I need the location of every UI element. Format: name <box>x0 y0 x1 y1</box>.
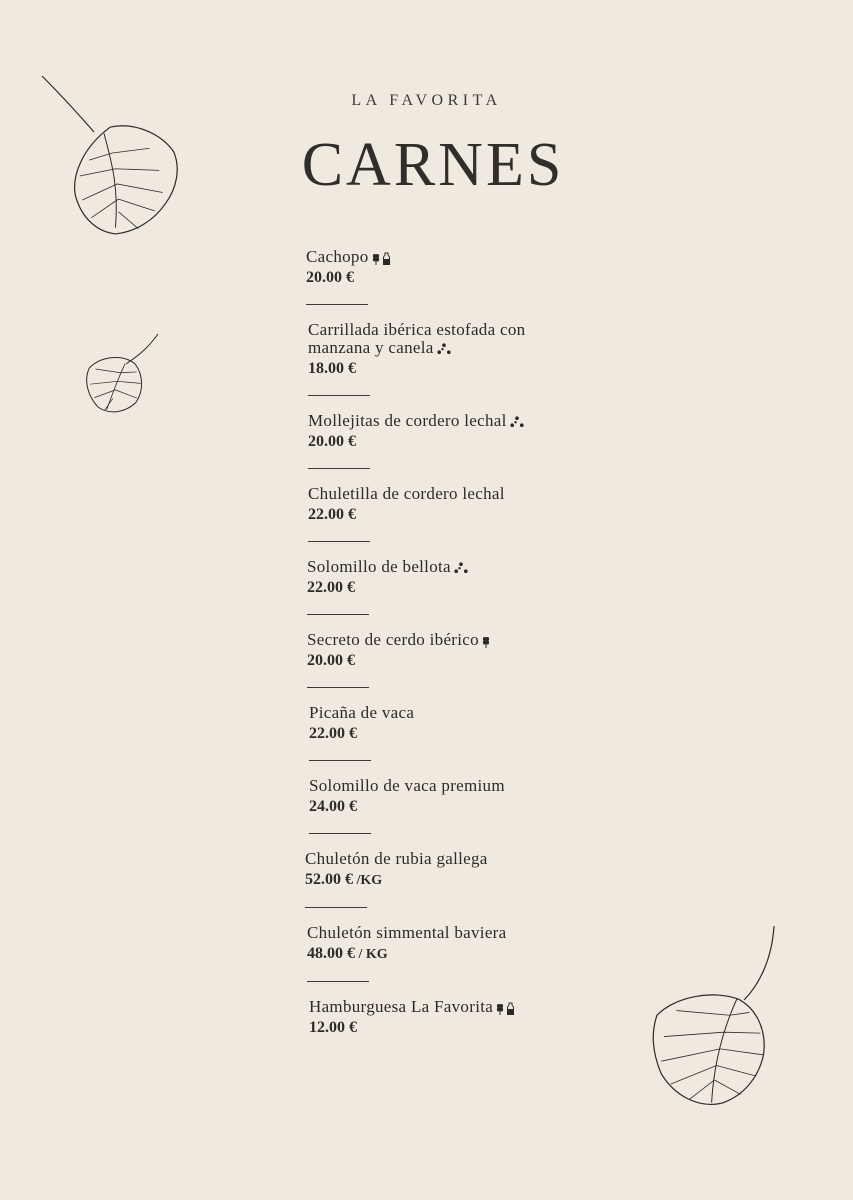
gluten-icon <box>479 630 490 649</box>
dish-name <box>308 485 628 503</box>
divider <box>307 981 369 982</box>
price-value: 20.00 € <box>306 269 354 286</box>
dish-name-text: Hamburguesa La Favorita <box>309 997 494 1016</box>
menu-item <box>309 998 629 1038</box>
dish-name <box>305 850 625 868</box>
dish-name <box>309 704 629 722</box>
menu-item <box>309 777 629 834</box>
gluten-icon <box>369 247 380 266</box>
dish-price <box>307 651 627 671</box>
dish-name <box>307 558 627 576</box>
dish-name-text: Chuletilla de cordero lechal <box>308 484 505 503</box>
dish-price <box>307 944 627 965</box>
dish-name-line <box>308 321 628 339</box>
price-value: 52.00 € <box>305 871 353 888</box>
dish-name-text: Picaña de vaca <box>309 703 415 722</box>
dish-name <box>306 248 626 266</box>
dish-price <box>309 1018 629 1038</box>
dish-name-line <box>308 412 628 430</box>
dish-name-line <box>309 704 629 722</box>
dish-name <box>308 412 628 430</box>
dish-name-line <box>307 558 627 576</box>
dish-name-text: Cachopo <box>306 247 369 266</box>
menu-list <box>306 248 626 1038</box>
dish-name-line <box>305 850 625 868</box>
nuts-icon <box>451 557 468 576</box>
divider <box>306 304 368 305</box>
dish-name-line <box>309 998 629 1016</box>
dish-name-text: Carrillada ibérica estofada con <box>308 320 526 339</box>
dish-name <box>307 631 627 649</box>
lactose-icon <box>504 997 514 1016</box>
divider <box>308 395 370 396</box>
menu-item <box>309 704 629 761</box>
restaurant-name: LA FAVORITA <box>351 92 502 109</box>
dish-name-text: Chuletón de rubia gallega <box>305 849 488 868</box>
price-value: 24.00 € <box>309 798 357 815</box>
divider <box>309 760 371 761</box>
lactose-icon <box>380 247 390 266</box>
price-value: 22.00 € <box>309 725 357 742</box>
menu-item <box>307 558 627 615</box>
menu-item <box>305 850 625 908</box>
dish-name-text: Chuletón simmental baviera <box>307 923 507 942</box>
divider <box>309 833 371 834</box>
dish-name <box>309 998 629 1016</box>
divider <box>308 541 370 542</box>
dish-name-text: Mollejitas de cordero lechal <box>308 411 507 430</box>
divider <box>307 687 369 688</box>
dish-name <box>307 924 627 942</box>
dish-name-text: Solomillo de bellota <box>307 557 451 576</box>
dish-name-text: manzana y canela <box>308 338 434 357</box>
menu-item <box>307 924 627 982</box>
price-value: 18.00 € <box>308 360 356 377</box>
divider <box>305 907 367 908</box>
dish-name-line <box>309 777 629 795</box>
leaf-illustration-bottom-right <box>648 922 784 1112</box>
menu-item <box>307 631 627 688</box>
dish-price <box>305 870 625 891</box>
menu-item <box>308 412 628 469</box>
divider <box>307 614 369 615</box>
dish-name-line <box>307 924 627 942</box>
menu-item <box>308 321 628 396</box>
dish-price <box>309 797 629 817</box>
leaf-illustration-small-left <box>82 330 166 414</box>
dish-name-line <box>308 485 628 503</box>
price-value: 12.00 € <box>309 1019 357 1036</box>
price-unit: /KG <box>353 873 383 888</box>
dish-price <box>308 505 628 525</box>
dish-price <box>309 724 629 744</box>
nuts-icon <box>507 411 524 430</box>
price-value: 22.00 € <box>307 579 355 596</box>
menu-item <box>308 485 628 542</box>
price-value: 20.00 € <box>307 652 355 669</box>
gluten-icon <box>493 997 504 1016</box>
dish-price <box>307 578 627 598</box>
dish-name <box>309 777 629 795</box>
dish-price <box>308 432 628 452</box>
dish-name <box>308 321 628 357</box>
price-value: 20.00 € <box>308 433 356 450</box>
dish-price <box>308 359 628 379</box>
dish-name-text: Solomillo de vaca premium <box>309 776 505 795</box>
price-unit: / KG <box>355 947 388 962</box>
dish-name-text: Secreto de cerdo ibérico <box>307 630 479 649</box>
nuts-icon <box>434 338 451 357</box>
dish-name-line <box>308 339 628 357</box>
divider <box>308 468 370 469</box>
dish-price <box>306 268 626 288</box>
dish-name-line <box>307 631 627 649</box>
dish-name-line <box>306 248 626 266</box>
price-value: 48.00 € <box>307 945 355 962</box>
price-value: 22.00 € <box>308 506 356 523</box>
menu-item <box>306 248 626 305</box>
page-title: CARNES <box>301 131 565 199</box>
